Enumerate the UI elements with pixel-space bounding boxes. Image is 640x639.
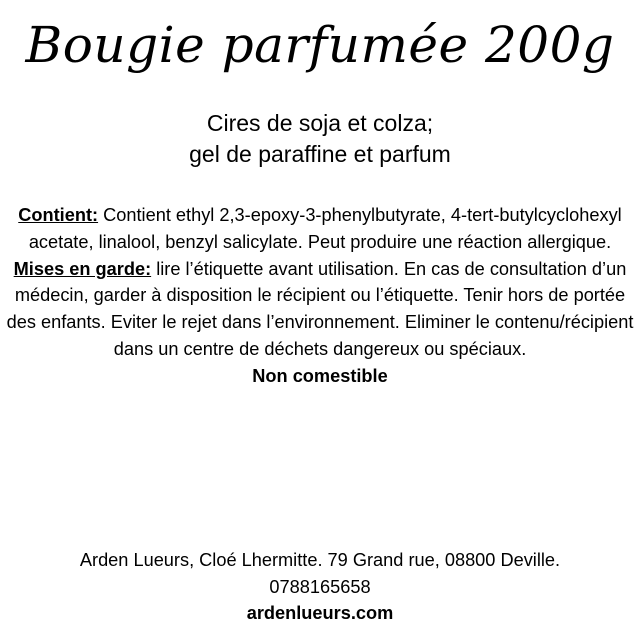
address: Arden Lueurs, Cloé Lhermitte. 79 Grand rue, 08800 Deville. bbox=[79, 550, 561, 570]
composition-warnings bbox=[6, 202, 634, 390]
product-title: Bougie parfumée 200g bbox=[25, 16, 615, 74]
contact-footer bbox=[0, 547, 640, 627]
non-edible-warning: Non comestible bbox=[252, 365, 388, 386]
phone-number: 0788165658 bbox=[269, 576, 371, 597]
subtitle-line: Cires de soja et colza; bbox=[206, 110, 434, 136]
contient-text: Contient ethyl 2,3-epoxy-3-phenylbutyrate, 4-tert-butylcyclohexyl acetate, linalool, benzyl salicylate. Peut produire une réaction allergique. bbox=[28, 205, 622, 252]
product-subtitle bbox=[0, 108, 640, 170]
contient-heading: Contient: bbox=[18, 205, 99, 225]
mises-en-garde-text: lire l’étiquette avant utilisation. En cas de consultation d’un médecin, garder à disposition le récipient ou l’étiquette. Tenir hors de portée des enfants. Eviter le rejet dans l’environnement. Eliminer le contenu/récipient dans un centre de déchets dangereux ou spéciaux. bbox=[6, 258, 634, 359]
website-link: ardenlueurs.com bbox=[246, 603, 394, 623]
subtitle-line: gel de paraffine et parfum bbox=[189, 141, 451, 167]
mises-en-garde-heading: Mises en garde: bbox=[13, 258, 152, 279]
